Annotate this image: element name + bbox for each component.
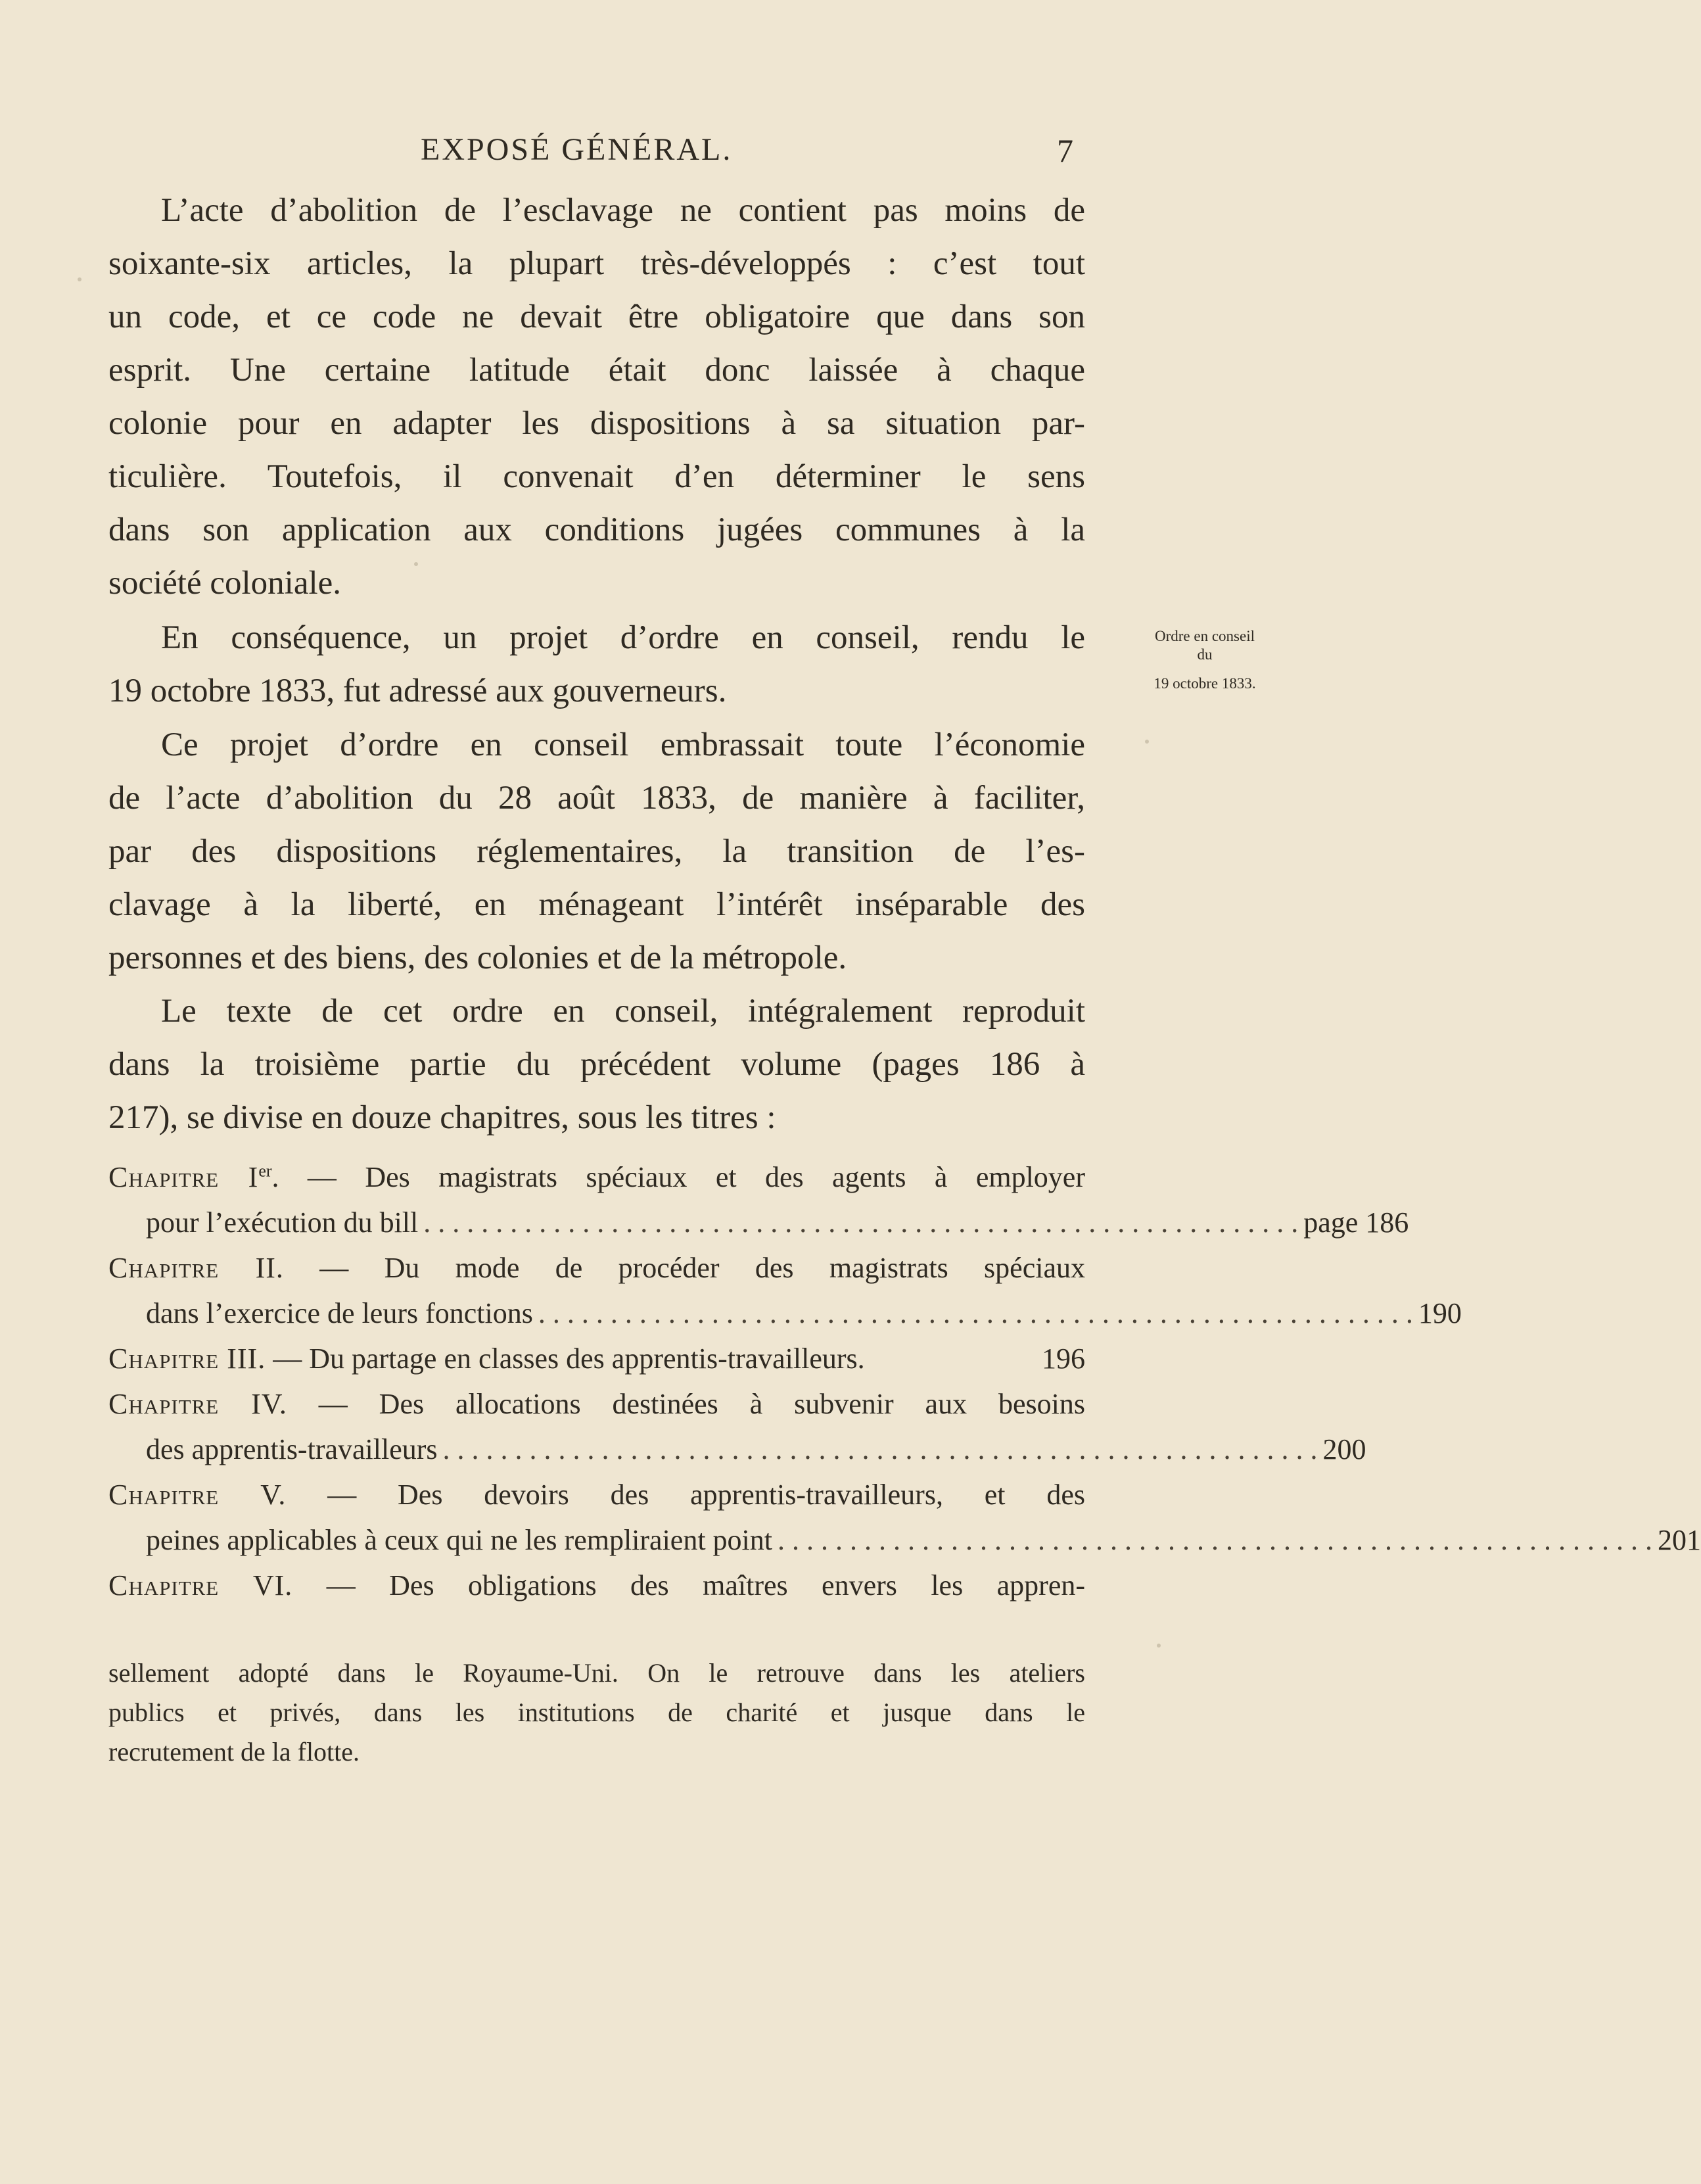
body-line: clavage à la liberté, en ménageant l’intérêt inséparable des: [108, 886, 1085, 923]
chapter-page: 201: [1658, 1524, 1701, 1556]
chapter-title: — Des allocations destinées à subvenir aux besoins: [287, 1388, 1085, 1420]
body-line: personnes et des biens, des colonies et de la métropole.: [108, 939, 847, 976]
body-line: société coloniale.: [108, 565, 342, 602]
chapter-page: page 186: [1303, 1206, 1409, 1239]
leader-dots: . . . . . . . . . . . . . . . . . . . . . . . . . . . . . . . . . . . . . . . . . . . . . . . . . . . . . . . . . . . . .: [442, 1433, 1318, 1465]
chapter-label: Chapitre III.: [108, 1342, 266, 1375]
margin-note-line: 19 octobre 1833.: [1153, 675, 1256, 692]
footnote-line: recrutement de la flotte.: [108, 1737, 360, 1767]
body-line: esprit. Une certaine latitude était donc laissée à chaque: [108, 352, 1085, 389]
paper-speck: [78, 277, 82, 281]
chapter-title-cont: peines applicables à ceux qui ne les rempliraient point: [146, 1524, 773, 1556]
leader-dots: . . . . . . . . . . . . . . . . . . . . . . . . . . . . . . . . . . . . . . . . . . . . . . . . . . . . . . . . . . . . .: [778, 1524, 1653, 1556]
chapter-label: Chapitre II.: [108, 1252, 284, 1284]
chapter-title: — Des devoirs des apprentis-travailleurs, et des: [286, 1479, 1085, 1511]
chapter-label: Chapitre VI.: [108, 1569, 293, 1602]
toc-entry-chapter-3: [108, 1342, 1085, 1376]
chapter-label: Chapitre I: [108, 1161, 259, 1193]
body-line: 217), se divise en douze chapitres, sous les titres :: [108, 1099, 776, 1136]
chapter-label: Chapitre V.: [108, 1479, 287, 1511]
body-line: Le texte de cet ordre en conseil, intégralement reproduit: [161, 993, 1085, 1030]
body-line: En conséquence, un projet d’ordre en conseil, rendu le: [161, 619, 1085, 656]
chapter-title-cont: des apprentis-travailleurs: [146, 1433, 438, 1465]
body-line: colonie pour en adapter les dispositions à sa situation par-: [108, 405, 1085, 442]
chapter-label-sup: er: [258, 1161, 272, 1181]
chapter-title: — Des obligations des maîtres envers les appren-: [292, 1569, 1085, 1602]
chapter-title-cont: pour l’exécution du bill: [146, 1206, 419, 1239]
chapter-page: 200: [1322, 1433, 1366, 1465]
body-line: soixante-six articles, la plupart très-développés : c’est tout: [108, 245, 1085, 282]
toc-entry-chapter-5-cont: [146, 1523, 1701, 1557]
footnote-line: sellement adopté dans le Royaume-Uni. On le retrouve dans les ateliers: [108, 1658, 1085, 1688]
body-line: Ce projet d’ordre en conseil embrassait toute l’économie: [161, 726, 1085, 763]
toc-entry-chapter-1-cont: [146, 1206, 1409, 1240]
paper-speck: [414, 562, 418, 566]
page-header: [0, 131, 1282, 171]
body-line: dans son application aux conditions jugées communes à la: [108, 511, 1085, 548]
toc-entry-chapter-4-cont: [146, 1433, 1366, 1467]
chapter-title: — Du mode de procéder des magistrats spéciaux: [283, 1252, 1085, 1284]
margin-note-line: du: [1197, 646, 1213, 663]
leader-dots: . . . . . . . . . . . . . . . . . . . . . . . . . . . . . . . . . . . . . . . . . . . . . . . . . . . . . . . . . . . . .: [538, 1297, 1413, 1329]
toc-entry-chapter-2-cont: [146, 1296, 1462, 1331]
body-line: un code, et ce code ne devait être obligatoire que dans son: [108, 298, 1085, 335]
body-line: L’acte d’abolition de l’esclavage ne contient pas moins de: [161, 192, 1085, 229]
chapter-page: 190: [1418, 1297, 1462, 1329]
toc-entry-chapter-4: [108, 1387, 1085, 1421]
paper-speck: [1157, 1644, 1161, 1648]
footnote-line: publics et privés, dans les institutions de charité et jusque dans le: [108, 1697, 1085, 1727]
chapter-page: 196: [1042, 1342, 1085, 1375]
margin-note-line: Ordre en conseil: [1155, 628, 1255, 644]
paper-speck: [1145, 740, 1149, 744]
body-line: 19 octobre 1833, fut adressé aux gouverneurs.: [108, 673, 727, 709]
chapter-title: . — Des magistrats spéciaux et des agents à employer: [271, 1161, 1085, 1193]
body-line: par des dispositions réglementaires, la transition de l’es-: [108, 833, 1085, 870]
page-number: 7: [1057, 132, 1073, 169]
chapter-title-cont: dans l’exercice de leurs fonctions: [146, 1297, 533, 1329]
toc-entry-chapter-6: [108, 1569, 1085, 1603]
toc-entry-chapter-5: [108, 1478, 1085, 1512]
running-title: EXPOSÉ GÉNÉRAL.: [421, 132, 733, 167]
chapter-title: — Du partage en classes des apprentis-travailleurs.: [266, 1342, 865, 1375]
toc-entry-chapter-2: [108, 1251, 1085, 1285]
body-line: ticulière. Toutefois, il convenait d’en déterminer le sens: [108, 458, 1085, 495]
toc-entry-chapter-1: [108, 1160, 1085, 1195]
body-line: de l’acte d’abolition du 28 août 1833, de manière à faciliter,: [108, 780, 1085, 817]
chapter-label: Chapitre IV.: [108, 1388, 287, 1420]
leader-dots: . . . . . . . . . . . . . . . . . . . . . . . . . . . . . . . . . . . . . . . . . . . . . . . . . . . . . . . . . . . . .: [423, 1206, 1299, 1239]
body-line: dans la troisième partie du précédent volume (pages 186 à: [108, 1046, 1085, 1083]
